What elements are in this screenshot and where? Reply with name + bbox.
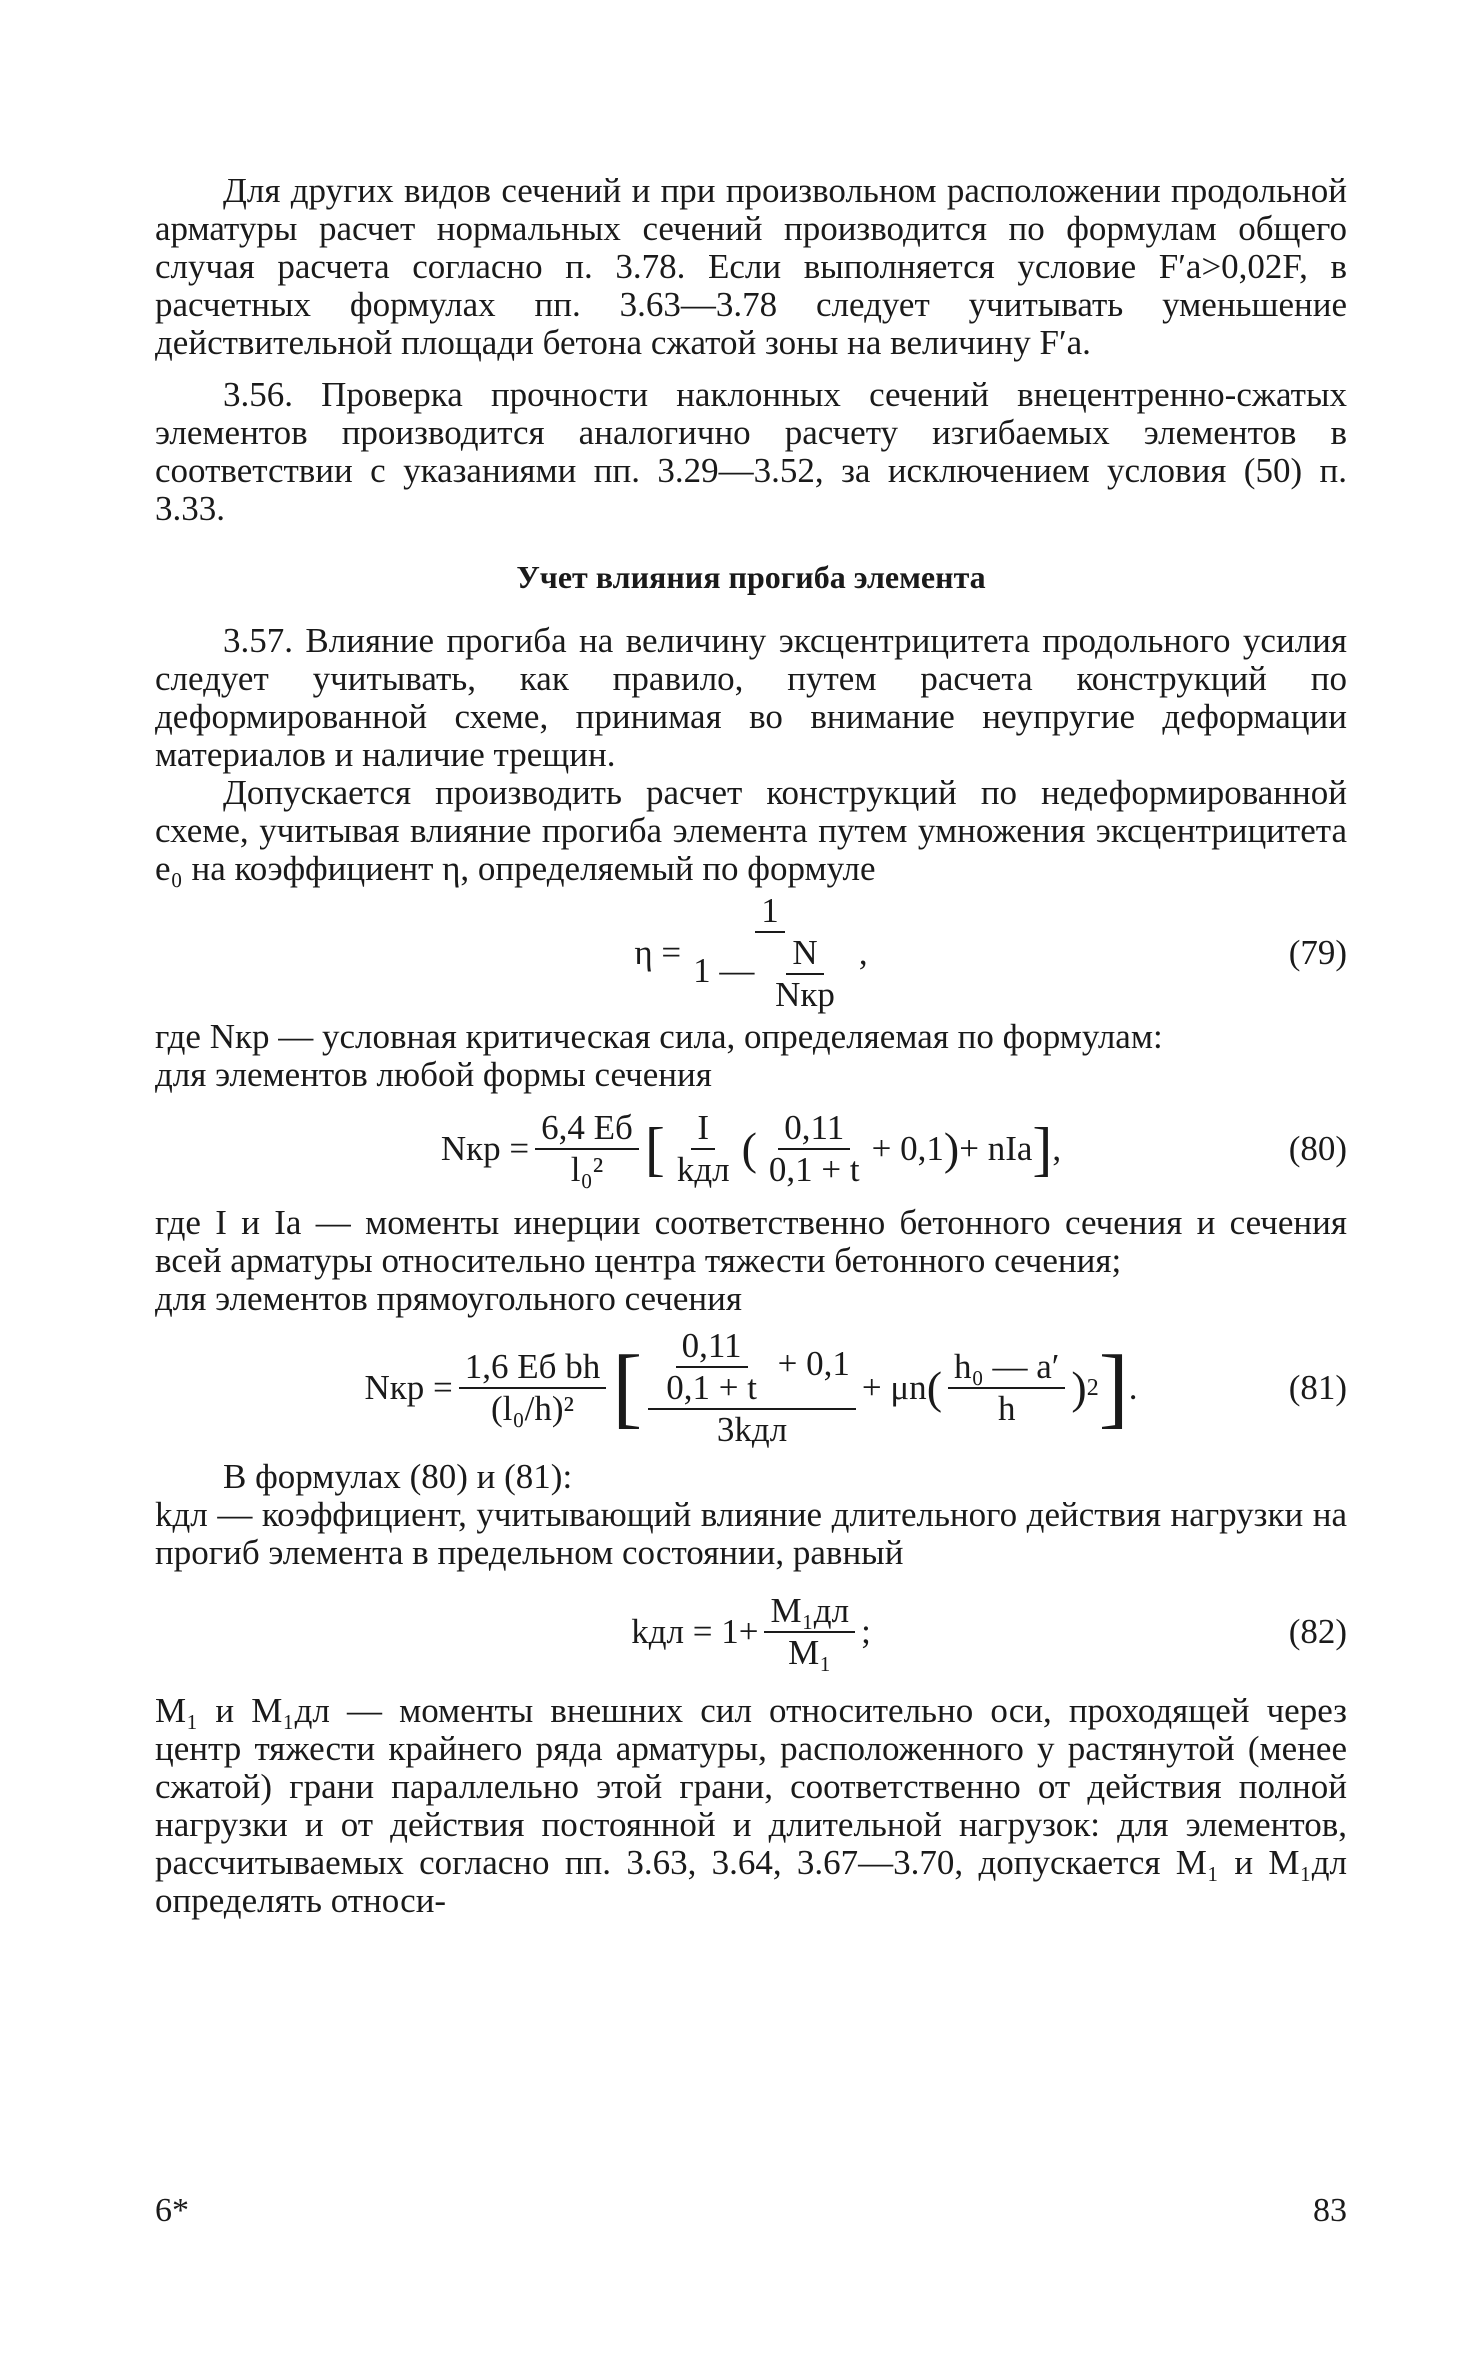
eq80-f1-num: 6,4 Eб xyxy=(535,1110,639,1150)
eq81-f2-den: 3kдл xyxy=(716,1410,788,1449)
text-column xyxy=(155,172,1347,1920)
eq80-f3-num: 0,11 xyxy=(778,1110,850,1150)
formula-81: Nкр = $\frac{\text{1,6 Eб bh}}{\text{(l₀/h)²}}$ [ $\frac{0,11}{0,1 + t}$ + 0,1 3kдл + μn ( $\frac{\text{h₀ — a′}}{h}$ ) 2 ] . (81) xyxy=(364,1326,1347,1449)
eq79-inner-num: N xyxy=(786,935,823,975)
eq81-f1-den: (l₀/h)² xyxy=(491,1389,574,1428)
paragraph-moments: где I и Iа — моменты инерции соответственно бетонного сечения и сечения всей арматуры относительно центра тяжести бетонного сечения; xyxy=(155,1203,1347,1280)
eq81-h-den: h xyxy=(997,1389,1016,1428)
eq80-f3-den: 0,1 + t xyxy=(768,1150,860,1189)
eq82-number: (82) xyxy=(1288,1612,1347,1651)
paragraph-ncr: где Nкр — условная критическая сила, определяемая по формулам: xyxy=(155,1017,1163,1056)
formula-82 xyxy=(155,1572,1347,1692)
paragraph-rect-section: для элементов прямоугольного сечения xyxy=(155,1279,742,1318)
eq81-f3-den: 0,1 + t xyxy=(666,1368,757,1407)
paragraph-in-formulas: В формулах (80) и (81): xyxy=(223,1457,573,1496)
eq79-number: (79) xyxy=(1288,933,1347,972)
eq81-f3-num: 0,11 xyxy=(676,1328,748,1368)
paragraph-kdl: kдл — коэффициент, учитывающий влияние длительного действия нагрузки на прогиб элемента в предельном состоянии, равный xyxy=(155,1495,1347,1572)
eq82-den: M₁ xyxy=(788,1633,832,1672)
formula-79 xyxy=(155,888,1347,1018)
paragraph-3-57: 3.57. Влияние прогиба на величину эксцентрицитета продольного усилия следует учитывать, как правило, путем расчета конструкций по деформированной схеме, принимая во внимание неупругие деформации материалов и наличие трещин. xyxy=(155,621,1347,774)
eq80-plus2: + nIа xyxy=(959,1129,1033,1168)
eq80-lhs: Nкр = xyxy=(440,1129,530,1168)
eq80-f1-den: l₀² xyxy=(570,1150,604,1189)
eq79-fraction xyxy=(687,893,853,1013)
eq79-numerator: 1 xyxy=(755,893,785,933)
eq80-f2-num: I xyxy=(691,1110,715,1150)
eq82-tail: ; xyxy=(861,1612,871,1651)
eq82-num: M₁дл xyxy=(764,1593,855,1633)
eq81-plus1: + 0,1 xyxy=(777,1344,850,1384)
paragraph-1: Для других видов сечений и при произвольном расположении продольной арматуры расчет нормальных сечений производится по формулам общего случая расчета согласно п. 3.78. Если выполняется условие F′а>0,02F, в расчетных формулах пп. 3.63—3.78 следует учитывать уменьшение действительной площади бетона сжатой зоны на величину F′а. xyxy=(155,171,1347,362)
eq81-mu: + μn xyxy=(861,1368,927,1407)
eq81-number: (81) xyxy=(1288,1368,1347,1407)
eq81-lhs: Nкр = xyxy=(364,1368,453,1407)
page-number: 83 xyxy=(1313,2192,1347,2229)
eq80-tail: , xyxy=(1052,1129,1062,1168)
section-heading: Учет влияния прогиба элемента xyxy=(516,559,986,595)
formula-80: Nкр = $\frac{6,4 Eб}{\text{l₀²}}$ [ $\frac{I}{\text{kдл}}$ ( $\frac{0,11}{0,1 + t}$ + 0,1 ) + nIа ] , (80) xyxy=(440,1108,1347,1189)
eq80-f2-den: kдл xyxy=(676,1150,730,1189)
eq79-tail: , xyxy=(858,933,868,972)
eq81-f1-num: 1,6 Eб bh xyxy=(459,1349,606,1389)
eq79-den-left: 1 — xyxy=(693,951,755,991)
paragraph-m1: M₁ и M₁дл — моменты внешних сил относительно оси, проходящей через центр тяжести крайнего ряда арматуры, расположенного у растянутой (менее сжатой) грани параллельно этой грани, соответственно от действия полной нагрузки и от действия постоянной и длительной нагрузок: для элементов, рассчитываемых согласно пп. 3.63, 3.64, 3.67—3.70, допускается M₁ и M₁дл определять относи- xyxy=(155,1691,1347,1920)
paragraph-3-56: 3.56. Проверка прочности наклонных сечений внецентренно-сжатых элементов производится аналогично расчету изгибаемых элементов в соответствии с указаниями пп. 3.29—3.52, за исключением условия (50) п. 3.33. xyxy=(155,375,1347,528)
eq79-inner-den: Nкр xyxy=(775,975,835,1014)
eq81-tail: . xyxy=(1128,1368,1138,1407)
eq80-number: (80) xyxy=(1288,1129,1347,1168)
paragraph-any-section: для элементов любой формы сечения xyxy=(155,1055,712,1094)
eq82-lhs: kдл = 1+ xyxy=(631,1612,759,1651)
eq79-lhs: η = xyxy=(634,933,682,972)
eq81-h-num: h₀ — a′ xyxy=(948,1349,1065,1389)
eq80-plus1: + 0,1 xyxy=(871,1129,944,1168)
signature-mark: 6* xyxy=(155,2192,189,2229)
paragraph-allowance: Допускается производить расчет конструкций по недеформированной схеме, учитывая влияние прогиба элемента путем умножения эксцентрицитета e₀ на коэффициент η, определяемый по формуле xyxy=(155,773,1347,888)
